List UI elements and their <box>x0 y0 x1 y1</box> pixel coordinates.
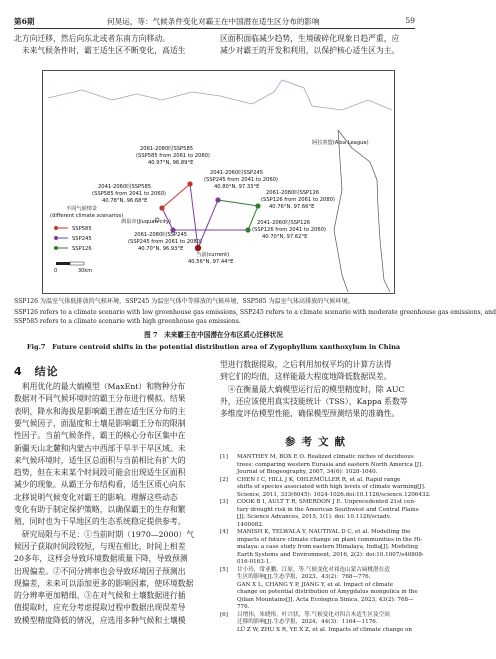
ssp126-2061-point <box>255 203 260 208</box>
top-right-line-1: 区面积面临减少趋势，生境破碎化现象日趋严重，应 <box>220 34 400 43</box>
reference-line: tury drought risk in the American Southwest and Central Plains <box>237 506 419 513</box>
reference-line: 016-0163-1. <box>237 559 272 565</box>
reference-line: MANISH K, TELWALA Y, NAUTIYAL D C, et al. Modelling the <box>237 529 411 535</box>
reference-line: 甘小玲，常亚鹏，江原，等.气候变化对祁连山蒙古扁桃潜在适 <box>237 566 390 573</box>
reference-line: Qilian Mountains[J]. Acta Ecologica Sinica, 2023, 43(2): 768— <box>237 596 414 603</box>
svg-text:2061-2080时SSP585: 2061-2080时SSP585 <box>140 146 194 152</box>
references-list <box>220 454 431 634</box>
body-line: 的分辨率更加精细。③在对气候和土壤数据进行插 <box>14 591 186 601</box>
legend-title-cn: 不同气候情景 <box>66 206 98 212</box>
svg-text:(SSP126 from 2041 to 2060): (SSP126 from 2041 to 2060) <box>252 227 326 233</box>
body-line: 来气候环境时，适生区总面积与当前相比有扩大的 <box>14 455 186 465</box>
svg-text:2061-2080时SSP245: 2061-2080时SSP245 <box>134 232 188 238</box>
scale-30km: 30km <box>78 268 93 274</box>
svg-text:40.70°N, 97.62°E: 40.70°N, 97.62°E <box>262 234 308 240</box>
caption-cn: SSP126 为温室气体低排放的气候环境，SSP245 为温室气体中等排放的气候环境，SSP585 为温室气体高排放的气候环境。 <box>14 298 354 305</box>
body-line: 新疆天山北麓和内蒙古中西部干旱半干旱区域。未 <box>14 443 186 453</box>
section-title: 4 结论 <box>14 365 59 378</box>
figure-title-cn: 图 7 未来霸王在中国潜在分布区质心迁移状况 <box>144 331 283 339</box>
svg-text:(SSP245 from 2041 to 2060): (SSP245 from 2041 to 2060) <box>204 177 278 183</box>
svg-text:2041-2060时SSP585: 2041-2060时SSP585 <box>98 184 152 190</box>
reference-line: 迁移的影响[J].生态学报，2024，44(3)：1164—1176. <box>237 619 378 625</box>
reference-item <box>220 499 419 529</box>
body-line: 20多年，这样会导致环境数据质量下降，导致预测 <box>14 554 188 564</box>
caption-en-2: SSP585 refers to a climate scenario with high greenhouse gas emissions. <box>14 318 241 325</box>
body-line: 现偏差，未来可以添加更多的影响因素，使环境数据 <box>14 578 194 588</box>
svg-text:2041-2060时SSP126: 2041-2060时SSP126 <box>257 220 311 226</box>
reference-item <box>220 476 431 500</box>
body-line: 殖，同时也为干旱地区的生态系统稳定提供参考。 <box>14 517 186 527</box>
svg-text:40.76°N, 97.66°E: 40.76°N, 97.66°E <box>269 204 315 210</box>
body-line: 型进行数据提取，之后利用加权平均的计算方法得 <box>220 360 392 369</box>
svg-text:40.70°N, 96.93°E: 40.70°N, 96.93°E <box>138 246 184 252</box>
body-line: 数据对不同气候环境时的霸王分布进行模拟。结果 <box>14 394 186 404</box>
reference-item <box>220 529 424 567</box>
body-line: 性因子。当前气候条件，霸王的核心分布区集中在 <box>14 431 186 441</box>
scale-zero: 0 <box>54 268 58 274</box>
current-label: 当前(current) <box>196 252 230 258</box>
svg-text:(SSP245 from 2061 to 2080): (SSP245 from 2061 to 2080) <box>128 239 202 245</box>
body-line: 外，还应该使用真实技能统计（TSS），Kappa 系数等 <box>220 396 408 406</box>
reference-line: shifts of species associated with high levels of climate warming[J]. <box>237 484 426 490</box>
reference-item <box>220 454 424 477</box>
legend-title-en: (different climate scenarios) <box>50 213 124 219</box>
reference-number: [4] <box>220 529 228 535</box>
legend-ssp126: SSP126 <box>72 246 92 252</box>
reference-line: impacts of future climate change on plant communities in the Hi- <box>237 536 423 543</box>
reference-number: [6] <box>220 611 228 618</box>
body-line: 趋势，但在未来某个时间段可能会出现适生区面积 <box>14 468 186 478</box>
body-line: 出现偏差。②不同分辨率也会导致环境因子预测出 <box>14 566 186 576</box>
legend-ssp585: SSP585 <box>72 226 92 232</box>
body-line: 研究局限与不足：①当前时期（1970—2000）气 <box>14 529 195 539</box>
body-line: 利用优化的最大熵模型（MaxEnt）和物种分布 <box>14 382 186 391</box>
ssp585-2041-point <box>159 205 164 210</box>
body-line: 表明，降水和海拔是影响霸王潜在适生区分布的主 <box>14 406 186 416</box>
body-line: 北移说明气候变化对霸王的影响。理解这些动态 <box>14 492 178 502</box>
issue-number: 第6期 <box>14 17 35 26</box>
legend-ssp245: SSP245 <box>72 236 92 242</box>
reference-item <box>220 612 416 635</box>
body-line: 到它们的均值，这样能最大程度地降低数据误差。 <box>220 372 392 382</box>
reference-line: LÜ Z W, ZHU X R, YE X Z, et al. Impacts of climate change on <box>237 626 413 633</box>
reference-line: Science, 2011, 333(6045): 1024-1026.doi:10.1126/science.1206432. <box>237 491 431 498</box>
svg-text:40.78°N, 96.68°E: 40.78°N, 96.68°E <box>102 198 148 204</box>
references-title: 参考文献 <box>285 436 351 448</box>
top-right-line-2: 减少对霸王的开发和利用，以保护核心适生区为主。 <box>220 46 400 55</box>
reference-line: CHEN I C, HILL J K, OHLEMÜLLER R, et al. Rapid range <box>237 476 401 483</box>
reference-line: malaya: a case study from eastern Himalaya, India[J]. Modeling <box>237 544 418 550</box>
current-centroid-point <box>195 245 201 251</box>
reference-line: 1400082. <box>237 521 264 528</box>
caption-en-1: SSP126 refers to a climate scenario with low greenhouse gas emissions, SSP245 refers to a climate scenario with moderate greenhouse gas emissions, and <box>14 309 496 316</box>
svg-text:(SSP585 from 2041 to 2060): (SSP585 from 2041 to 2060) <box>92 191 166 197</box>
reference-line: COOK B I, AULT T R, SMERDON J E. Unprecedented 21st cen- <box>237 499 416 505</box>
reference-line: [J]. Science Advances, 2015, 1(1). doi: 10.1126/sciadv. <box>237 514 391 520</box>
body-line: 致模型精度降低的情况，应选用多种气候和土壤模 <box>14 615 186 625</box>
reference-number: [3] <box>220 499 228 505</box>
ssp585-2061-point <box>187 181 192 186</box>
centroid-shift-map <box>42 70 395 294</box>
reference-line: GAN X L, CHANG Y P, JIANG Y, et al. Impact of climate <box>237 581 394 588</box>
reference-number: [2] <box>220 476 228 483</box>
body-line: 候因子获取时间段较短，与现在相比，时间上相差 <box>14 541 186 551</box>
running-title: 何昊运，等：气候条件变化对霸王在中国潜在适生区分布的影响 <box>107 17 320 26</box>
svg-text:(SSP126 from 2061 to 2080): (SSP126 from 2061 to 2080) <box>261 197 335 203</box>
reference-item <box>220 567 416 612</box>
reference-line: 吕增伟，朱晓彤，叶兴状，等.气候变化对四合木适生区及空间 <box>237 611 390 618</box>
body-line: 要气候因子，面温度和土壤是影响霸王分布的限制 <box>14 418 186 428</box>
reference-line: trees: comparing western Eurasia and eastern North America [J]. <box>237 461 424 468</box>
svg-text:(SSP585 from 2061 to 2080): (SSP585 from 2061 to 2080) <box>136 153 210 159</box>
ssp245-2041-point <box>215 197 220 202</box>
reference-line: Journal of Biogeography, 2007, 34(6): 1028-1040. <box>237 469 378 475</box>
page-number: 59 <box>405 16 415 25</box>
svg-text:40.80°N, 97.33°E: 40.80°N, 97.33°E <box>214 184 260 190</box>
reference-line: 776. <box>237 604 250 610</box>
reference-number: [5] <box>220 566 228 573</box>
page-header <box>14 14 415 29</box>
top-left-line-2: 未来气候条件时，霸王适生区不断变化，高适生 <box>14 46 186 55</box>
body-line: 值提取时，应充分考虑提取过程中数据出现误差导 <box>14 603 186 613</box>
current-coords: 40.56°N, 97.44°E <box>188 259 234 265</box>
body-line: 多维度评估模型性能，确保模型预测结果的准确性。 <box>220 409 400 419</box>
svg-text:2061-2080时SSP126: 2061-2080时SSP126 <box>266 190 320 196</box>
body-line: ④在衡量最大熵模型运行后的模型精度时，除 AUC <box>220 384 405 394</box>
region-label: 阿拉善盟(Alxa League) <box>312 140 369 146</box>
body-line: 减少的现象。从霸王分布结构看，适生区质心向东 <box>14 480 186 490</box>
city-label: 酒泉市(Jiuquan city) <box>121 219 171 225</box>
reference-line: MANTHEY M, BOX E O. Realized climatic niches of deciduous <box>237 454 414 460</box>
ssp126-2041-point <box>245 227 250 232</box>
figure-title-en: Fig.7 Future centroid shifts in the potential distribution area of Zygophyllum xanthoxylum in China <box>26 343 401 351</box>
reference-line: Earth Systems and Environment, 2016, 2(2): doi:10.1007/s40808- <box>237 551 424 558</box>
reference-line: 生区的影响[J].生态学报，2023，43(2)：768—776. <box>237 574 371 580</box>
reference-number: [1] <box>220 454 228 460</box>
top-left-line-1: 北方向迁移，然后向东北或者东南方向移动。 <box>14 34 170 43</box>
svg-text:2041-2060时SSP245: 2041-2060时SSP245 <box>210 170 264 176</box>
svg-text:40.97°N, 96.89°E: 40.97°N, 96.89°E <box>148 160 194 166</box>
reference-line: change on potential distribution of Amygdalus mongolica in the <box>237 589 418 595</box>
body-line: 变化有助于制定保护策略，以确保霸王的生存和繁 <box>14 505 186 514</box>
